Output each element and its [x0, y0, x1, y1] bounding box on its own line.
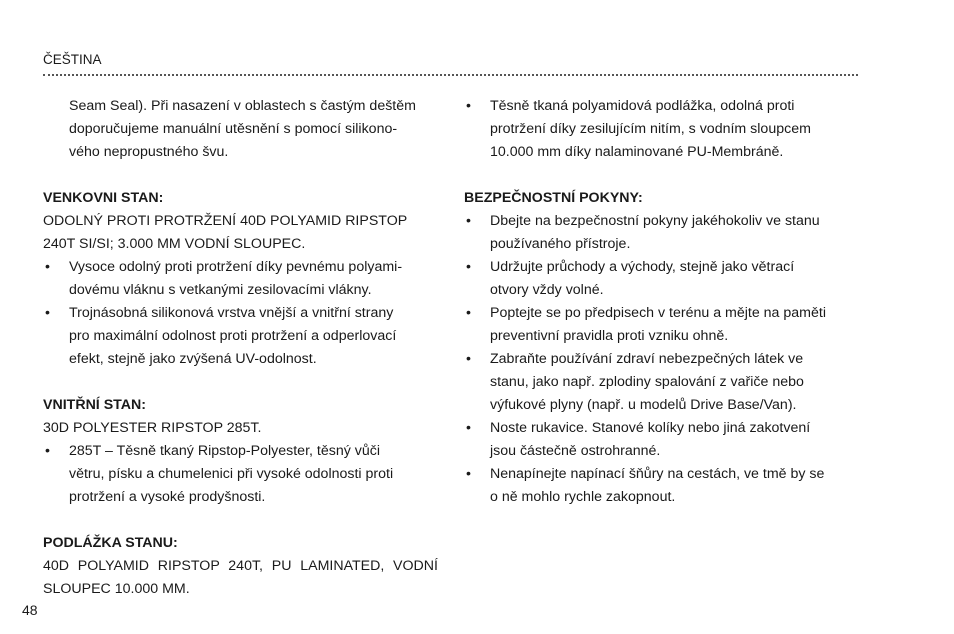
list-item: • 285T – Těsně tkaný Ripstop-Polyester, těsný vůči větru, písku a chumelenici při vysoké odolnosti proti protržení a vysoké prodyšnosti.: [45, 443, 394, 505]
list-item: • Noste rukavice. Stanové kolíky nebo jiná zakotvení jsou částečně ostrohranné.: [466, 420, 811, 459]
outer-tent-spec: ODOLNÝ PROTI PROTRŽENÍ 40D POLYAMID RIPSTOP 240T SI/SI; 3.000 MM VODNÍ SLOUPEC.: [43, 213, 408, 252]
intro-paragraph: Seam Seal). Při nasazení v oblastech s častým deštěm doporučujeme manuální utěsnění s pomocí silikono- vého nepropustného švu.: [69, 98, 416, 160]
list-item: • Trojnásobná silikonová vrstva vnější a vnitřní strany pro maximální odolnost proti protržení a odperlovací efekt, stejně jako zvýšená UV-odolnost.: [45, 305, 397, 367]
inner-tent-heading: VNITŘNÍ STAN:: [43, 397, 146, 413]
safety-heading: BEZPEČNOSTNÍ POKYNY:: [464, 190, 643, 206]
right-column: [464, 95, 856, 509]
outer-tent-list: [43, 256, 438, 371]
safety-list: [464, 210, 856, 509]
list-item: • Nenapínejte napínací šňůry na cestách, ve tmě by se o ně mohlo rychle zakopnout.: [466, 466, 825, 505]
inner-tent-list: [43, 440, 438, 509]
list-item: • Dbejte na bezpečnostní pokyny jakéhokoliv ve stanu používaného přístroje.: [466, 213, 820, 252]
list-item: • Těsně tkaná polyamidová podlážka, odolná proti protržení díky zesilujícím nitím, s vodním sloupcem 10.000 mm díky nalaminované PU-Membráně.: [466, 98, 811, 160]
list-item: • Udržujte průchody a východy, stejně jako větrací otvory vždy volné.: [466, 259, 795, 298]
inner-tent-spec: 30D POLYESTER RIPSTOP 285T.: [43, 420, 262, 436]
page-number: 48: [22, 602, 38, 618]
language-header: ČEŠTINA: [43, 52, 102, 67]
floor-spec: 40D POLYAMID RIPSTOP 240T, PU LAMINATED, VODNÍ SLOUPEC 10.000 MM.: [43, 558, 438, 597]
list-item: • Vysoce odolný proti protržení díky pevnému polyami- dovému vláknu s vetkanými zesilovacími vlákny.: [45, 259, 403, 298]
list-item: • Poptejte se po předpisech v terénu a mějte na paměti preventivní pravidla proti vzniku ohně.: [466, 305, 826, 344]
list-item: • Zabraňte používání zdraví nebezpečných látek ve stanu, jako např. zplodiny spalování z vařiče nebo výfukové plyny (např. u modelů Drive Base/Van).: [466, 351, 804, 413]
left-column: [43, 95, 438, 601]
dotted-divider: [43, 74, 858, 76]
floor-details-list: [464, 95, 856, 164]
floor-heading: PODLÁŽKA STANU:: [43, 535, 178, 551]
outer-tent-heading: VENKOVNI STAN:: [43, 190, 164, 206]
